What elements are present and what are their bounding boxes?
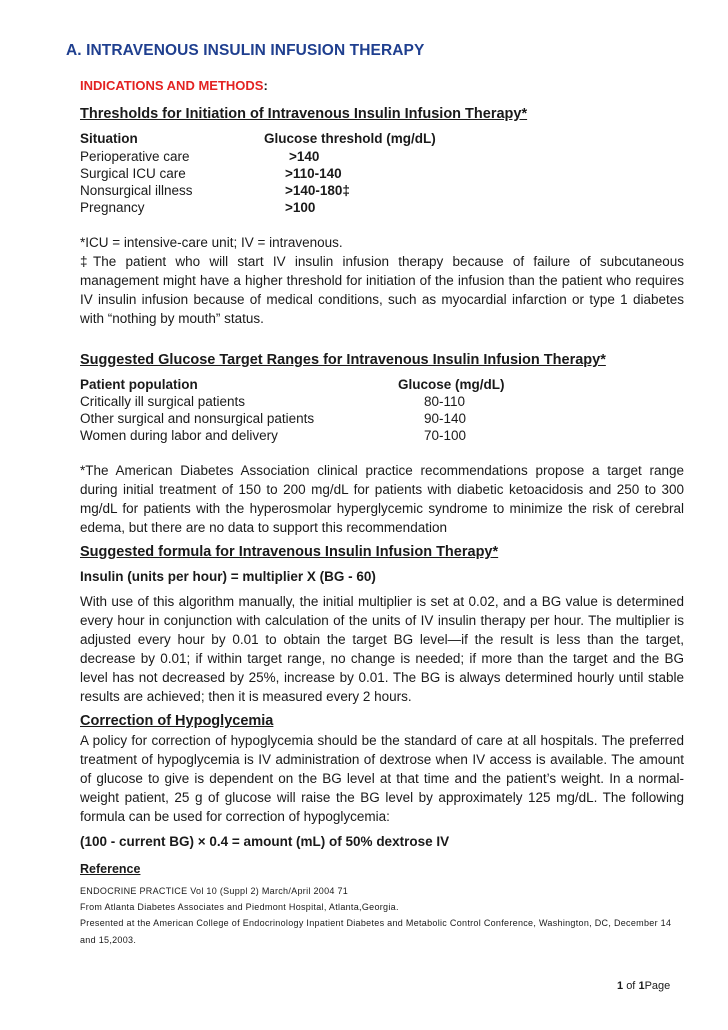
situation-cell: Pregnancy [80,200,145,215]
target-value: 90-140 [424,411,467,426]
population-cell: Other surgical and nonsurgical patients [80,411,315,426]
threshold-value: >140 [289,149,320,164]
threshold-value: >140-180‡ [285,183,350,198]
thresholds-note-dagger: ‡The patient who will start IV insulin infusion therapy because of failure of subcutaneous management might have a higher threshold for initiation of the infusion than the patient who requires IV insulin infusion because of medical conditions, such as myocardial infarction or type 1 diabetes with “nothing by mouth” status. [80,254,684,326]
page-of: of [626,980,636,992]
hypoglycemia-heading: Correction of Hypoglycemia [80,713,274,729]
thresholds-heading: Thresholds for Initiation of Intravenous Insulin Infusion Therapy* [80,106,528,122]
formula-text: With use of this algorithm manually, the initial multiplier is set at 0.02, and a BG value is determined every hour in conjunction with calculation of the units of IV insulin therapy per hour. The multiplier is adjusted every hour by 0.01 to obtain the target BG level—if the result is less than the target, decrease by 0.01; if within target range, no change is needed; if more than the target and the BG level has not decreased by 25%, increase by 0.01. The BG is always determined hourly until stable results are achieved; then it is measured every 2 hours. [80,594,684,704]
threshold-value: >110-140 [285,166,342,181]
target-value: 80-110 [424,394,466,409]
page-suffix: Page [644,980,671,992]
thresholds-note-icu: *ICU = intensive-care unit; IV = intravenous. [80,235,343,250]
population-cell: Women during labor and delivery [80,428,278,443]
table-row [80,199,316,216]
situation-cell: Surgical ICU care [80,166,186,181]
indications-label: INDICATIONS AND METHODS [80,78,264,93]
targets-header-row [80,376,505,393]
dextrose-equation: (100 - current BG) × 0.4 = amount (mL) of 50% dextrose IV [80,834,450,849]
thresholds-header-row [80,130,436,147]
targets-heading: Suggested Glucose Target Ranges for Intravenous Insulin Infusion Therapy* [80,352,606,368]
hypoglycemia-text: A policy for correction of hypoglycemia should be the standard of care at all hospitals. The preferred treatment of hypoglycemia is IV administration of dextrose when IV access is available. The amount of glucose to give is dependent on the BG level at that time and the patient’s weight. In a normal-weight patient, 25 g of glucose will raise the BG level by approximately 125 mg/dL. The following formula can be used for correction of hypoglycemia: [80,733,684,824]
table-row [80,410,467,427]
targets-col2-header: Glucose (mg/dL) [398,377,505,392]
threshold-value: >100 [285,200,316,215]
page-total: 1 [638,980,645,992]
thresholds-col1-header: Situation [80,131,138,146]
page-title: A. INTRAVENOUS INSULIN INFUSION THERAPY [66,42,425,59]
table-row [80,182,350,199]
table-row [80,427,467,444]
page-number-footer [617,980,670,992]
indications-colon: : [263,78,268,93]
table-row [80,165,342,182]
reference-line: Presented at the American College of Endocrinology Inpatient Diabetes and Metabolic Control Conference, Washington, DC, December 14 [80,918,672,928]
insulin-equation: Insulin (units per hour) = multiplier X (BG - 60) [80,569,376,584]
table-row [80,148,320,165]
reference-heading: Reference [80,862,141,876]
reference-line: ENDOCRINE PRACTICE Vol 10 (Suppl 2) March/April 2004 71 [80,886,349,896]
targets-col1-header: Patient population [80,377,198,392]
situation-cell: Perioperative care [80,149,190,164]
thresholds-col2-header: Glucose threshold (mg/dL) [264,131,436,146]
situation-cell: Nonsurgical illness [80,183,193,198]
indications-heading [80,78,268,93]
formula-heading: Suggested formula for Intravenous Insulin Infusion Therapy* [80,544,499,560]
page-current: 1 [617,980,624,992]
targets-note: *The American Diabetes Association clinical practice recommendations propose a target range during initial treatment of 150 to 200 mg/dL for patients with diabetic ketoacidosis and 250 to 300 mg/dL for patients with the hyperosmolar hyperglycemic syndrome to minimize the risk of cerebral edema, but there are no data to support this recommendation [80,463,684,535]
reference-line: and 15,2003. [80,935,137,945]
table-row [80,393,466,410]
population-cell: Critically ill surgical patients [80,394,246,409]
target-value: 70-100 [424,428,467,443]
reference-line: From Atlanta Diabetes Associates and Piedmont Hospital, Atlanta,Georgia. [80,902,399,912]
